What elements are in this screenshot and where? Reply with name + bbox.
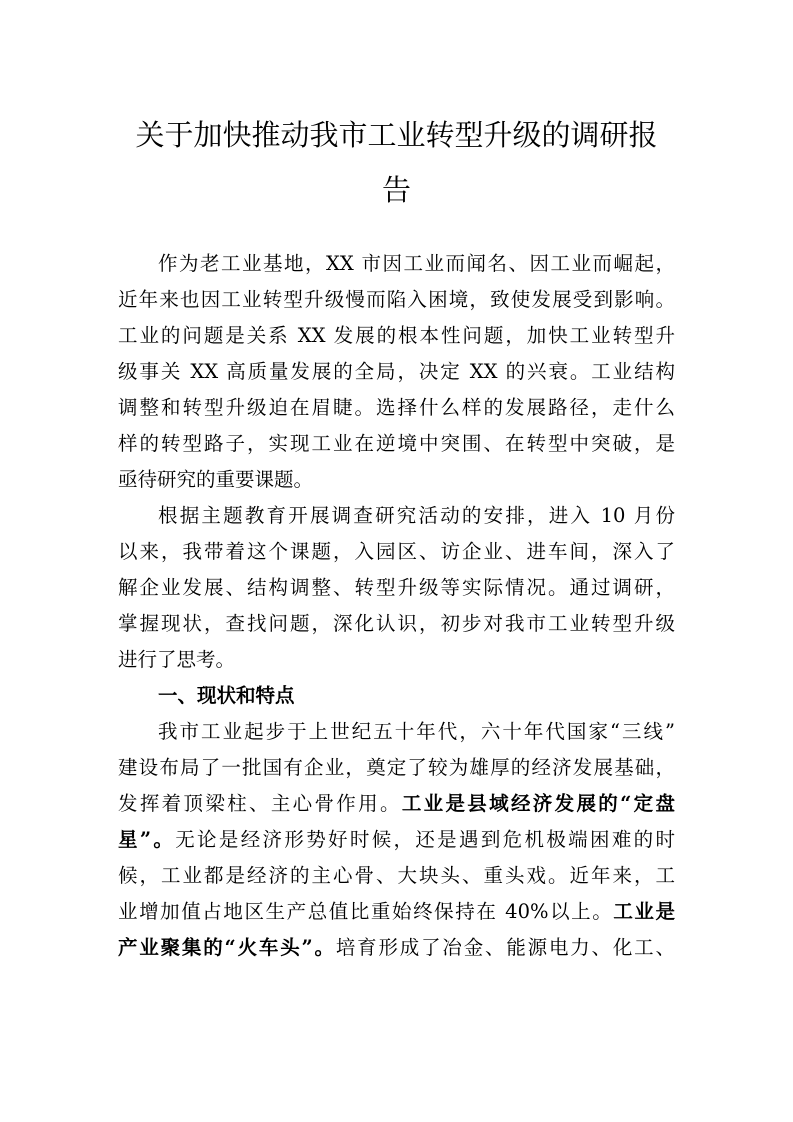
paragraph-1-line-3: 工业的问题是关系 XX 发展的根本性问题，加快工业转型升 [118, 324, 675, 347]
section-1-line-6 [118, 900, 675, 924]
paragraph-2-line-1: 根据主题教育开展调查研究活动的安排，进入 10 月份 [158, 504, 675, 527]
section-1-line-3 [118, 792, 675, 816]
plain-text: 发挥着顶梁柱、主心骨作用。 [118, 792, 402, 815]
bold-emphasis-text: 工业是县域经济发展的“定盘 [401, 792, 675, 815]
plain-text: 业增加值占地区生产总值比重始终保持在 40%以上。 [118, 900, 614, 923]
title-line-1: 关于加快推动我市工业转型升级的调研报 [135, 118, 658, 152]
paragraph-1-line-6: 样的转型路子，实现工业在逆境中突围、在转型中突破，是 [118, 432, 675, 455]
paragraph-2-line-5: 进行了思考。 [118, 648, 236, 671]
paragraph-1-line-7: 亟待研究的重要课题。 [118, 468, 314, 491]
section-1-line-1: 我市工业起步于上世纪五十年代，六十年代国家“三线” [158, 720, 675, 743]
paragraph-1-line-2: 近年来也因工业转型升级慢而陷入困境，致使发展受到影响。 [118, 288, 675, 311]
paragraph-2-line-4: 掌握现状，查找问题，深化认识，初步对我市工业转型升级 [118, 612, 675, 635]
paragraph-1-line-4: 级事关 XX 高质量发展的全局，决定 XX 的兴衰。工业结构 [118, 360, 675, 383]
section-1-line-5: 候，工业都是经济的主心骨、大块头、重头戏。近年来，工 [118, 864, 675, 887]
section-1-line-4 [118, 828, 675, 852]
paragraph-2-line-3: 解企业发展、结构调整、转型升级等实际情况。通过调研， [118, 576, 675, 599]
document-title [120, 108, 673, 218]
bold-emphasis-text: 产业聚集的“火车头”。 [118, 936, 336, 959]
paragraph-1-line-1: 作为老工业基地，XX 市因工业而闻名、因工业而崛起， [158, 252, 675, 275]
paragraph-1-line-5: 调整和转型升级迫在眉睫。选择什么样的发展路径，走什么 [118, 396, 675, 419]
bold-emphasis-text: 星”。 [118, 828, 176, 851]
plain-text: 培育形成了冶金、能源电力、化工、 [335, 936, 675, 959]
section-1-line-2: 建设布局了一批国有企业，奠定了较为雄厚的经济发展基础， [118, 756, 675, 779]
bold-emphasis-text: 工业是 [613, 900, 675, 923]
section-1-line-7 [118, 936, 675, 960]
section-heading-1: 一、现状和特点 [158, 684, 295, 707]
plain-text: 无论是经济形势好时候，还是遇到危机极端困难的时 [175, 828, 675, 851]
title-line-2: 告 [381, 173, 411, 207]
paragraph-2-line-2: 以来，我带着这个课题，入园区、访企业、进车间，深入了 [118, 540, 675, 563]
